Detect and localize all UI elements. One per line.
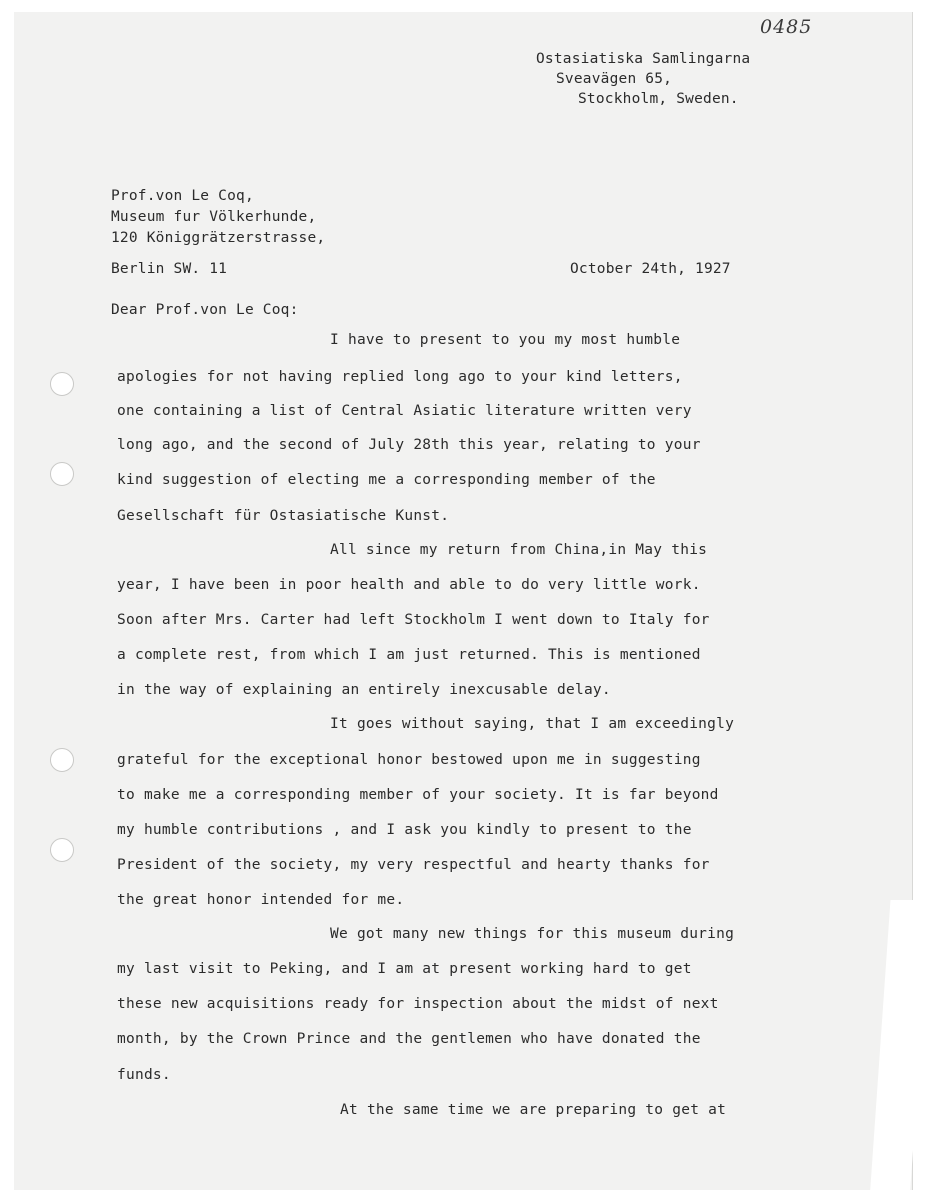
body-line: President of the society, my very respectful and hearty thanks for [117, 857, 710, 873]
punch-hole [50, 372, 74, 396]
body-line: apologies for not having replied long ago to your kind letters, [117, 369, 683, 385]
punch-hole [50, 838, 74, 862]
body-line: my humble contributions , and I ask you kindly to present to the [117, 822, 692, 838]
recipient-address-line: Museum fur Völkerhunde, [111, 209, 317, 225]
punch-hole [50, 748, 74, 772]
body-line: year, I have been in poor health and able to do very little work. [117, 577, 701, 593]
body-line: Gesellschaft für Ostasiatische Kunst. [117, 508, 450, 524]
body-line: grateful for the exceptional honor bestowed upon me in suggesting [117, 752, 701, 768]
body-line: At the same time we are preparing to get at [340, 1102, 727, 1118]
body-line: kind suggestion of electing me a corresponding member of the [117, 472, 656, 488]
recipient-address-line: 120 Königgrätzerstrasse, [111, 230, 326, 246]
body-line: I have to present to you my most humble [330, 332, 681, 348]
body-line: All since my return from China,in May this [330, 542, 708, 558]
body-line: these new acquisitions ready for inspection about the midst of next [117, 996, 719, 1012]
page-number: 0485 [760, 16, 813, 38]
body-line: to make me a corresponding member of your society. It is far beyond [117, 787, 719, 803]
sender-address-line: Stockholm, Sweden. [578, 91, 739, 107]
body-line: long ago, and the second of July 28th this year, relating to your [117, 437, 701, 453]
punch-hole [50, 462, 74, 486]
recipient-address-line: Berlin SW. 11 [111, 261, 228, 277]
body-line: Soon after Mrs. Carter had left Stockholm I went down to Italy for [117, 612, 710, 628]
body-line: We got many new things for this museum during [330, 926, 735, 942]
body-line: funds. [117, 1067, 171, 1083]
recipient-address-line: Prof.von Le Coq, [111, 188, 254, 204]
body-line: a complete rest, from which I am just returned. This is mentioned [117, 647, 701, 663]
salutation: Dear Prof.von Le Coq: [111, 302, 299, 318]
sender-address-line: Ostasiatiska Samlingarna [536, 51, 751, 67]
body-line: the great honor intended for me. [117, 892, 405, 908]
sender-address-line: Sveavägen 65, [556, 71, 673, 87]
body-line: one containing a list of Central Asiatic literature written very [117, 403, 692, 419]
body-line: month, by the Crown Prince and the gentlemen who have donated the [117, 1031, 701, 1047]
body-line: in the way of explaining an entirely inexcusable delay. [117, 682, 611, 698]
body-line: my last visit to Peking, and I am at present working hard to get [117, 961, 692, 977]
body-line: It goes without saying, that I am exceedingly [330, 716, 735, 732]
letter-date: October 24th, 1927 [570, 261, 731, 277]
